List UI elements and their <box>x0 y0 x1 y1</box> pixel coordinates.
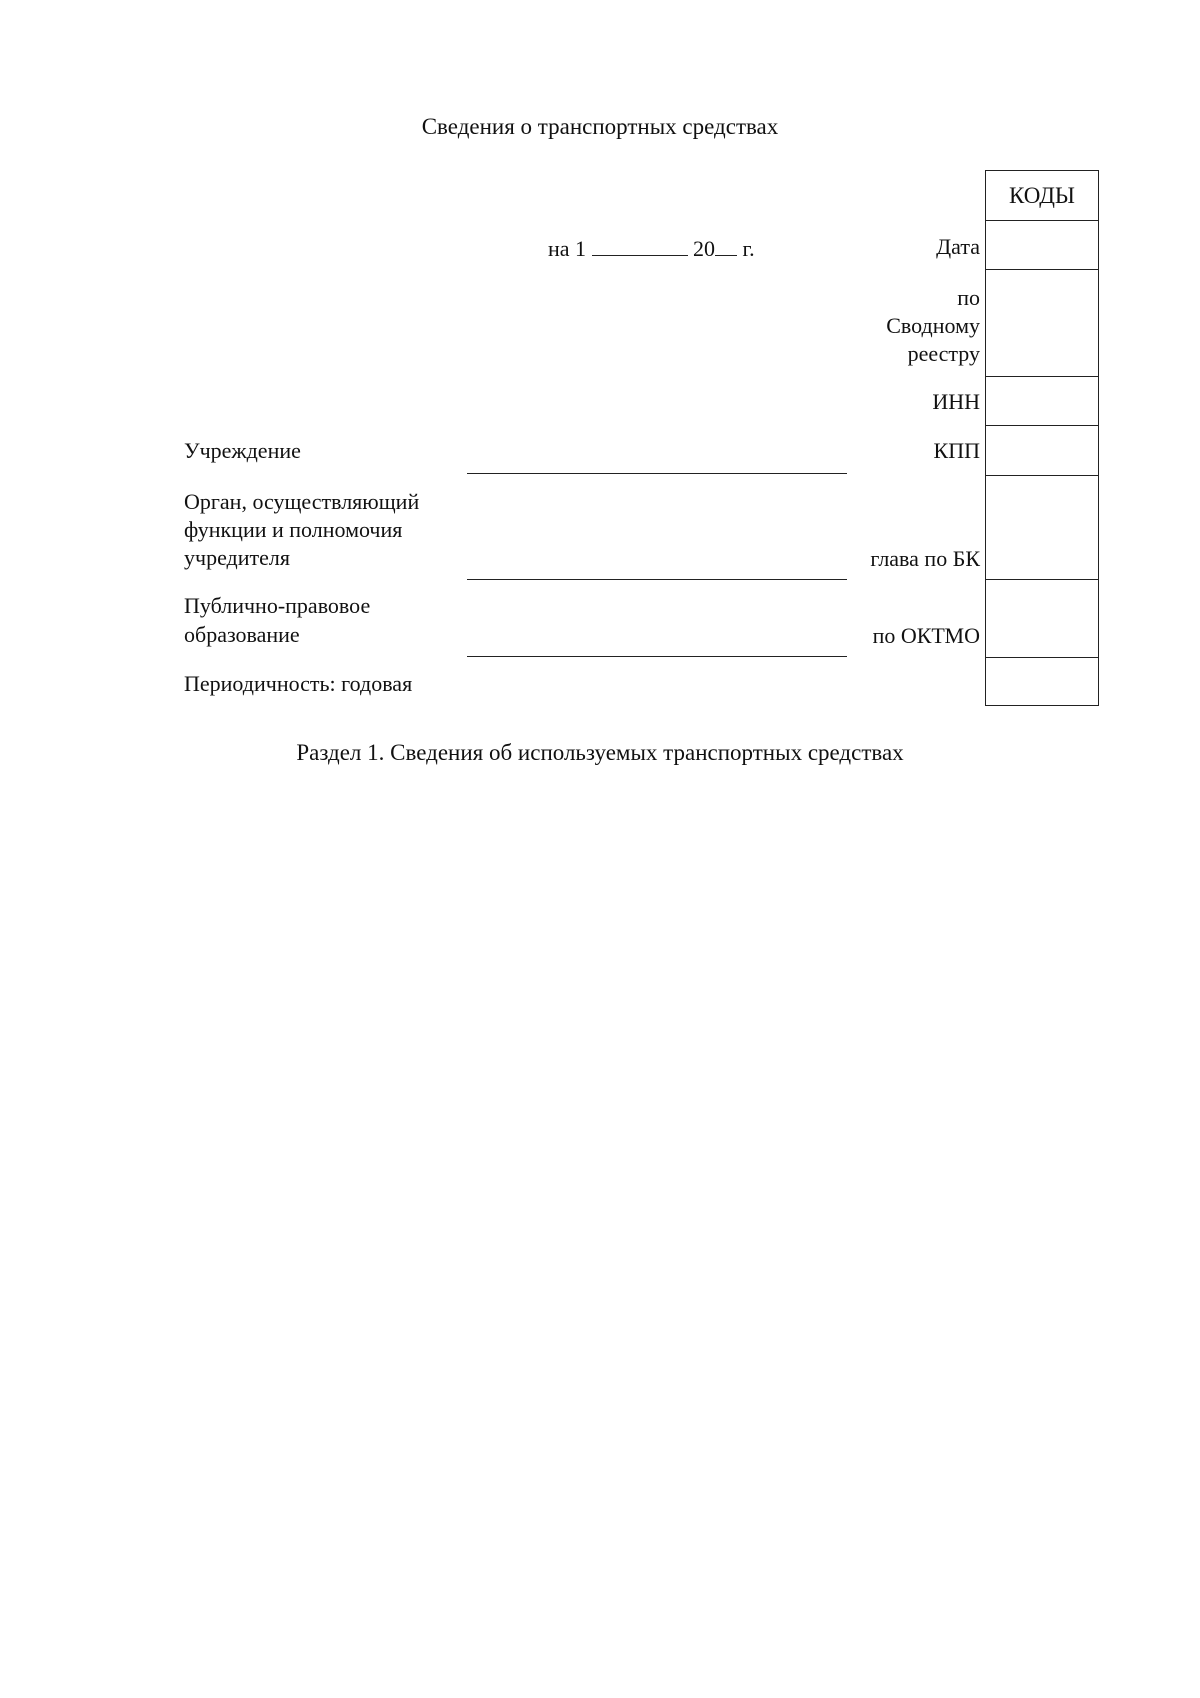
field-periodicity-label: Периодичность: годовая <box>184 671 413 696</box>
field-founder-label-2: функции и полномочия <box>184 517 403 542</box>
public-entity-underline[interactable] <box>467 656 847 657</box>
label-kpp: КПП <box>933 438 980 463</box>
date-year-blank <box>715 233 737 256</box>
institution-underline[interactable] <box>467 473 847 474</box>
date-prefix: на 1 <box>548 236 587 261</box>
field-institution-label: Учреждение <box>184 438 301 463</box>
document-title: Сведения о транспортных средствах <box>421 114 779 139</box>
code-cell-registry[interactable] <box>986 270 1098 377</box>
date-suffix: г. <box>742 236 755 261</box>
codes-header: КОДЫ <box>986 171 1098 221</box>
label-bk: глава по БК <box>870 546 980 571</box>
code-cell-date[interactable] <box>986 221 1098 270</box>
date-line <box>548 233 755 263</box>
label-registry-1: по <box>957 285 980 310</box>
codes-table <box>985 170 1099 706</box>
field-public-entity-label-2: образование <box>184 622 300 647</box>
code-cell-bk[interactable] <box>986 476 1098 580</box>
date-month-blank <box>592 233 688 256</box>
section-title: Раздел 1. Сведения об используемых транспортных средствах <box>296 740 904 765</box>
label-inn: ИНН <box>932 389 980 414</box>
date-year-prefix: 20 <box>693 236 716 261</box>
code-cell-kpp[interactable] <box>986 426 1098 476</box>
code-cell-periodicity[interactable] <box>986 658 1098 705</box>
label-oktmo: по ОКТМО <box>872 623 980 648</box>
field-public-entity-label-1: Публично-правовое <box>184 593 371 618</box>
code-cell-oktmo[interactable] <box>986 580 1098 658</box>
field-founder-label-3: учредителя <box>184 545 290 570</box>
code-cell-inn[interactable] <box>986 377 1098 426</box>
label-registry-2: Сводному <box>886 313 980 338</box>
label-date: Дата <box>936 234 980 259</box>
label-registry-3: реестру <box>907 341 980 366</box>
field-founder-label-1: Орган, осуществляющий <box>184 489 420 514</box>
founder-underline[interactable] <box>467 579 847 580</box>
